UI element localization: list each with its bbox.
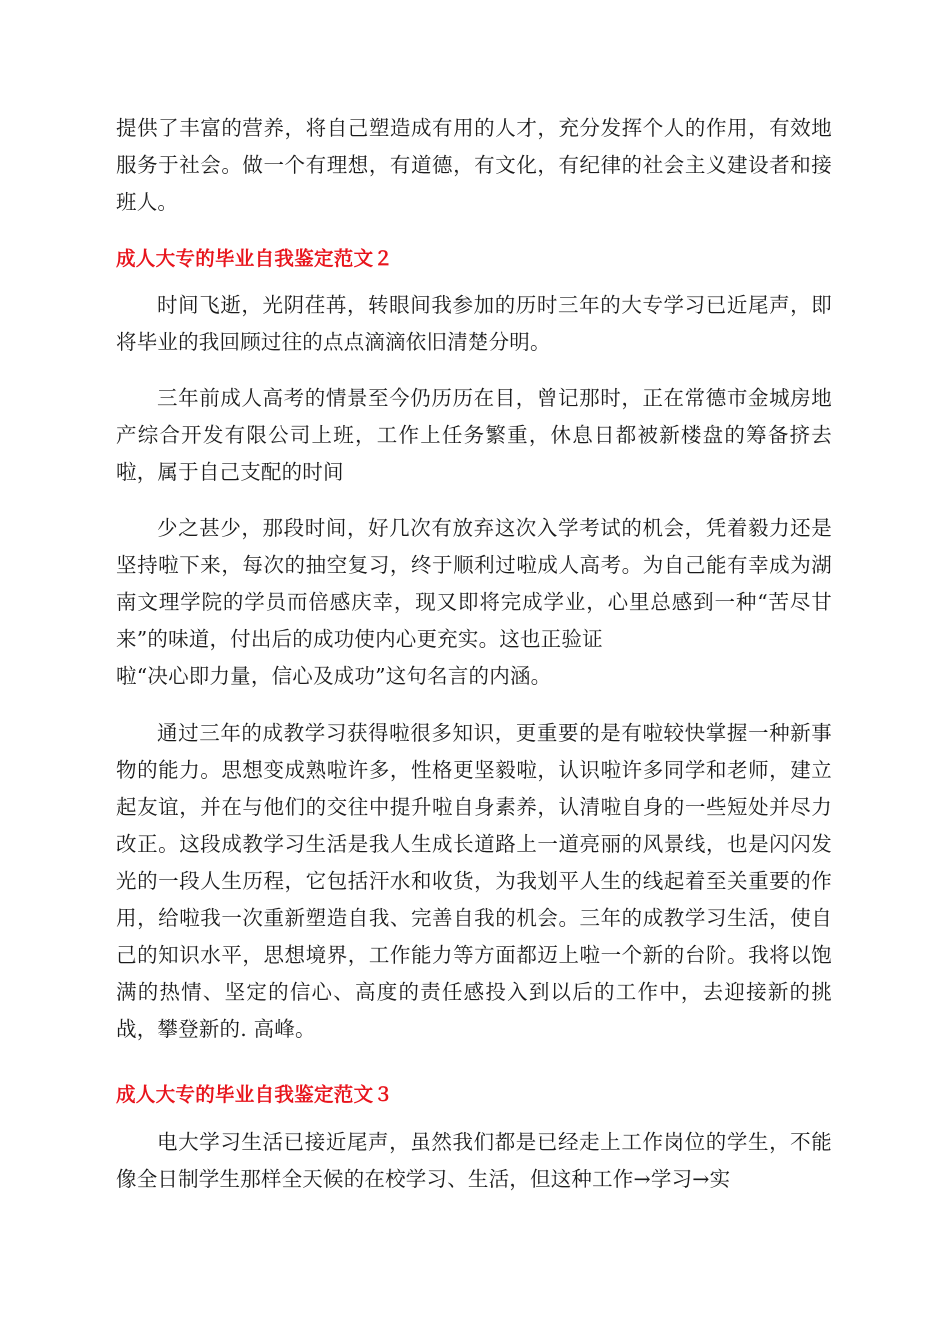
section-heading-3: 成人大专的毕业自我鉴定范文３ bbox=[116, 1083, 394, 1106]
paragraph-2-3-continued: 啦“决心即力量，信心及成功”这句名言的内涵。 bbox=[116, 664, 552, 688]
paragraph-2-2: 三年前成人高考的情景至今仍历历在目，曾记那时，正在常德市金城房地产综合开发有限公司上班，工作上任务繁重，休息日都被新楼盘的筹备挤去啦，属于自己支配的时间 bbox=[116, 386, 832, 484]
paragraph-3-1: 电大学习生活已接近尾声，虽然我们都是已经走上工作岗位的学生，不能像全日制学生那样全天候的在校学习、生活，但这种工作→学习→实 bbox=[116, 1130, 832, 1191]
section-heading-2: 成人大专的毕业自我鉴定范文２ bbox=[116, 247, 394, 270]
paragraph-intro-ending: 提供了丰富的营养，将自己塑造成有用的人才，充分发挥个人的作用，有效地服务于社会。做一个有理想，有道德，有文化，有纪律的社会主义建设者和接班人。 bbox=[116, 116, 832, 214]
paragraph-2-1: 时间飞逝，光阴荏苒，转眼间我参加的历时三年的大专学习已近尾声，即将毕业的我回顾过往的点点滴滴依旧清楚分明。 bbox=[116, 293, 832, 354]
paragraph-2-3: 少之甚少，那段时间，好几次有放弃这次入学考试的机会，凭着毅力还是坚持啦下来，每次的抽空复习，终于顺利过啦成人高考。为自己能有幸成为湖南文理学院的学员而倍感庆幸，现又即将完成学业，心里总感到一种“苦尽甘来”的味道，付出后的成功使内心更充实。这也正验证 bbox=[116, 516, 832, 651]
paragraph-2-4: 通过三年的成教学习获得啦很多知识，更重要的是有啦较快掌握一种新事物的能力。思想变成熟啦许多，性格更坚毅啦，认识啦许多同学和老师，建立起友谊，并在与他们的交往中提升啦自身素养，认清啦自身的一些短处并尽力改正。这段成教学习生活是我人生成长道路上一道亮丽的风景线，也是闪闪发光的一段人生历程，它包括汗水和收货，为我划平人生的线起着至关重要的作用，给啦我一次重新塑造自我、完善自我的机会。三年的成教学习生活，使自己的知识水平，思想境界，工作能力等方面都迈上啦一个新的台阶。我将以饱满的热情、坚定的信心、高度的责任感投入到以后的工作中，去迎接新的挑战，攀登新的. 高峰。 bbox=[116, 721, 832, 1041]
